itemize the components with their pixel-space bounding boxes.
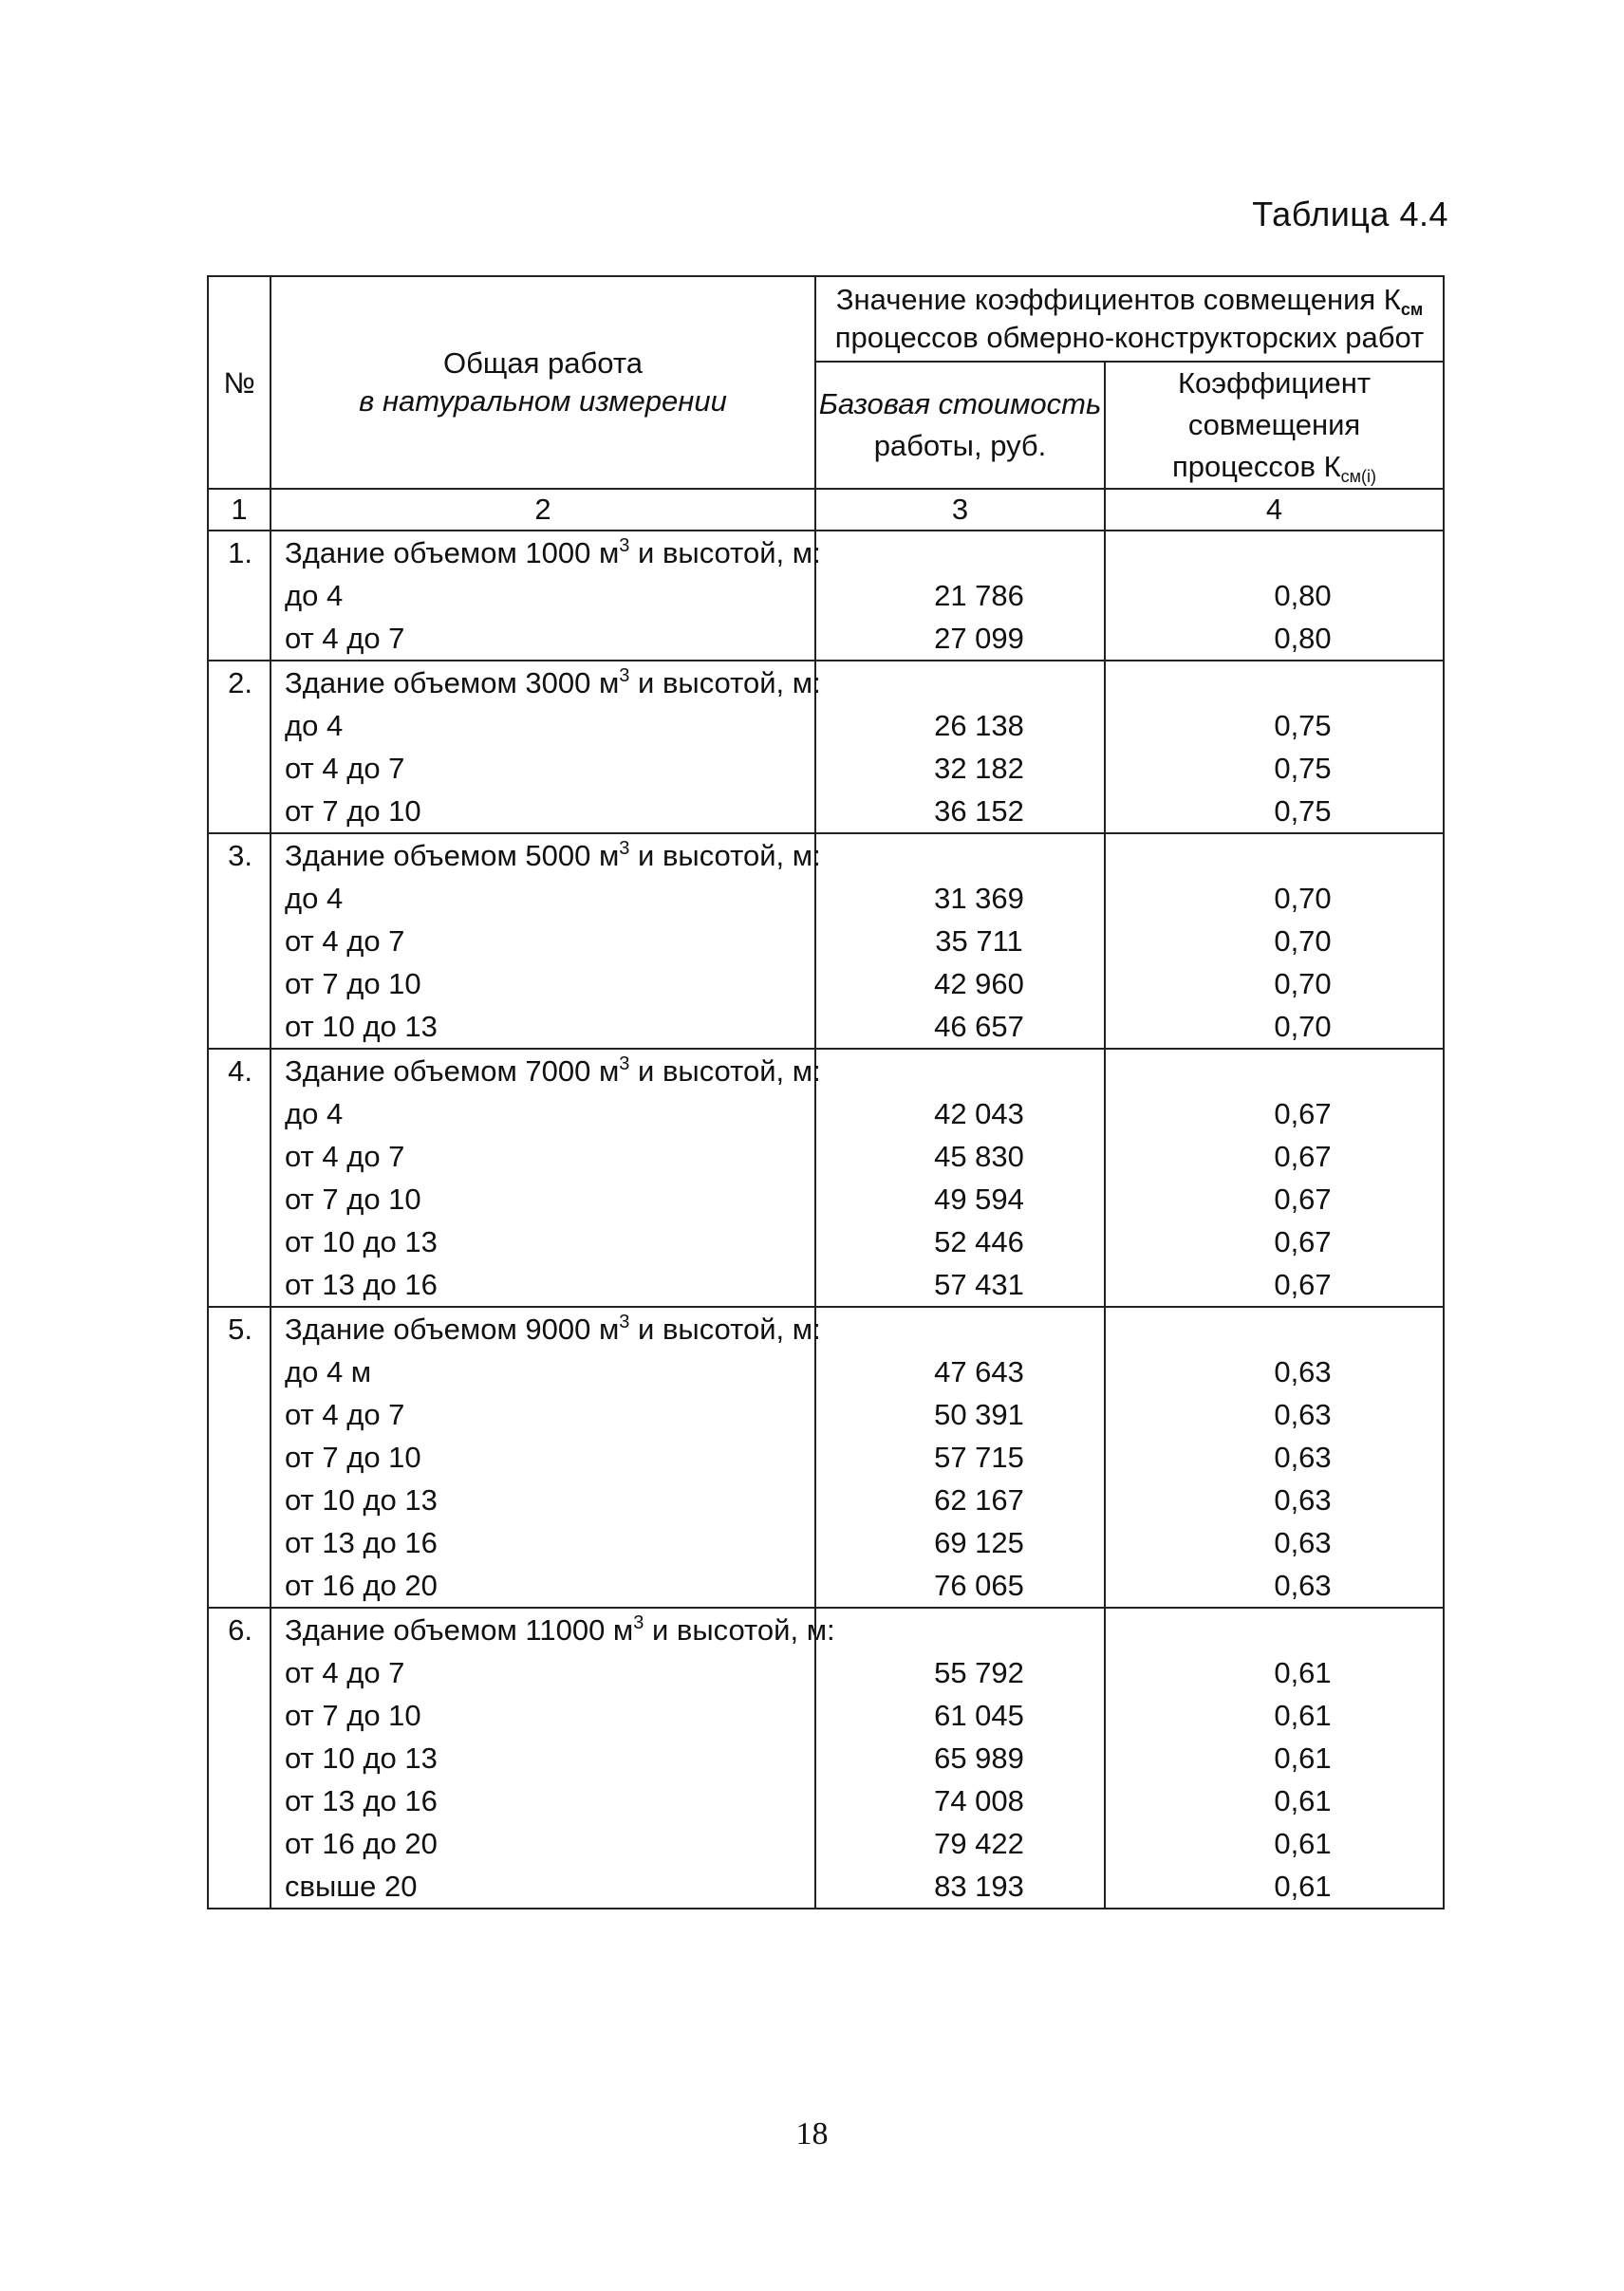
group-title-text: Здание объемом 7000 м	[285, 1054, 620, 1088]
coefficient-value: 0,75	[1274, 752, 1332, 785]
table-row	[208, 1608, 1444, 1909]
group-title-suffix: и высотой, м:	[629, 1313, 821, 1346]
group-title-text: Здание объемом 1000 м	[285, 536, 620, 569]
base-cost-value: 49 594	[934, 1183, 1024, 1216]
group-title	[285, 1308, 821, 1350]
base-cost-value: 42 043	[934, 1097, 1024, 1130]
table-row	[208, 1307, 1444, 1608]
group-number-text: 6.	[228, 1613, 252, 1647]
group-title	[285, 1050, 821, 1092]
group-title	[285, 1609, 835, 1651]
base-cost-value: 65 989	[934, 1742, 1024, 1775]
group-title-suffix: и высотой, м:	[629, 666, 821, 699]
group-number-text: 2.	[228, 666, 252, 699]
group-title-suffix: и высотой, м:	[629, 1054, 821, 1088]
column-numbers-row	[208, 489, 1444, 531]
base-cost-value: 42 960	[934, 967, 1024, 1000]
coefficient-value: 0,67	[1274, 1140, 1332, 1173]
base-cost-value: 55 792	[934, 1656, 1024, 1689]
column-number-3: 3	[815, 489, 1105, 531]
header-coefficient-text: процессов К	[1171, 450, 1341, 483]
group-title-text: Здание объемом 3000 м	[285, 666, 620, 699]
group-coefficients	[1105, 531, 1444, 661]
group-title-sup: 3	[619, 1053, 630, 1074]
coefficient-value: 0,67	[1274, 1268, 1332, 1301]
group-title	[285, 531, 821, 574]
base-cost-value: 74 008	[934, 1784, 1024, 1817]
base-cost-value: 76 065	[934, 1569, 1024, 1602]
base-cost-value: 62 167	[934, 1483, 1024, 1517]
coefficient-value: 0,80	[1274, 579, 1332, 612]
header-coefficient-line2: совмещения	[1187, 408, 1361, 441]
table-row	[208, 661, 1444, 833]
group-description	[271, 833, 821, 1049]
group-number	[208, 1049, 271, 1307]
group-costs	[815, 661, 1105, 833]
table-header	[208, 276, 1444, 531]
group-costs	[815, 833, 1105, 1049]
group-description	[271, 1307, 821, 1608]
group-title-sup: 3	[619, 1312, 630, 1332]
blank-line	[1163, 661, 1443, 704]
blank-line	[854, 661, 1104, 704]
coefficient-value: 0,61	[1274, 1699, 1332, 1732]
base-cost-value: 57 715	[934, 1441, 1024, 1474]
group-number	[208, 661, 271, 833]
coefficient-value: 0,70	[1274, 1010, 1332, 1043]
header-group	[815, 276, 1444, 362]
coefficient-value: 0,61	[1274, 1827, 1332, 1860]
group-title-suffix: и высотой, м:	[644, 1613, 835, 1647]
blank-line	[854, 1308, 1104, 1350]
height-range-label: от 7 до 10	[285, 1441, 421, 1474]
base-cost-value: 31 369	[934, 882, 1024, 915]
group-coefficients	[1105, 1307, 1444, 1608]
header-coefficient-line1: Коэффициент	[1177, 366, 1372, 400]
height-range-label: до 4	[285, 709, 344, 742]
height-range-label: от 10 до 13	[285, 1225, 438, 1258]
blank-line	[1163, 1308, 1443, 1350]
group-coefficients	[1105, 1049, 1444, 1307]
coefficient-value: 0,63	[1274, 1483, 1332, 1517]
blank-line	[1163, 1609, 1443, 1651]
coefficient-value: 0,67	[1274, 1225, 1332, 1258]
group-number	[208, 833, 271, 1049]
group-number-text: 3.	[228, 839, 252, 872]
base-cost-value: 35 711	[935, 924, 1023, 958]
group-title-sup: 3	[633, 1612, 644, 1633]
base-cost-value: 83 193	[934, 1870, 1024, 1903]
group-costs	[815, 1307, 1105, 1608]
group-title-suffix: и высотой, м:	[629, 839, 821, 872]
group-title	[285, 834, 821, 877]
blank-line	[1163, 1050, 1443, 1092]
height-range-label: от 4 до 7	[285, 1398, 405, 1431]
base-cost-value: 52 446	[934, 1225, 1024, 1258]
coefficient-value: 0,61	[1274, 1870, 1332, 1903]
table-row	[208, 833, 1444, 1049]
blank-line	[854, 531, 1104, 574]
header-group-line2: процессов обмерно-конструкторских работ	[834, 321, 1425, 354]
group-number-text: 1.	[228, 536, 252, 569]
table-row	[208, 531, 1444, 661]
group-title-sup: 3	[619, 665, 630, 686]
base-cost-value: 47 643	[934, 1355, 1024, 1388]
column-number-1: 1	[208, 489, 271, 531]
height-range-label: от 13 до 16	[285, 1268, 438, 1301]
base-cost-value: 45 830	[934, 1140, 1024, 1173]
blank-line	[854, 1609, 1104, 1651]
coefficient-value: 0,63	[1274, 1569, 1332, 1602]
coefficient-value: 0,75	[1274, 794, 1332, 828]
base-cost-value: 32 182	[934, 752, 1024, 785]
group-title-text: Здание объемом 5000 м	[285, 839, 620, 872]
header-coefficient-sub: см(i)	[1340, 467, 1377, 486]
base-cost-value: 46 657	[934, 1010, 1024, 1043]
group-number-text: 4.	[228, 1054, 252, 1088]
height-range-label: от 4 до 7	[285, 1656, 405, 1689]
group-coefficients	[1105, 661, 1444, 833]
coefficient-value: 0,61	[1274, 1784, 1332, 1817]
header-group-sub: см	[1400, 300, 1424, 319]
base-cost-value: 26 138	[934, 709, 1024, 742]
group-title-sup: 3	[619, 535, 630, 556]
group-coefficients	[1105, 1608, 1444, 1909]
height-range-label: от 13 до 16	[285, 1526, 438, 1559]
base-cost-value: 27 099	[934, 622, 1024, 655]
height-range-label: от 4 до 7	[285, 1140, 405, 1173]
height-range-label: от 10 до 13	[285, 1742, 438, 1775]
group-description	[271, 661, 821, 833]
column-number-2: 2	[271, 489, 815, 531]
table-row	[208, 1049, 1444, 1307]
group-number	[208, 1608, 271, 1909]
header-base-cost-line2: работы, руб.	[873, 429, 1047, 462]
base-cost-value: 79 422	[934, 1827, 1024, 1860]
page-number: 18	[795, 2116, 829, 2151]
group-description	[271, 531, 821, 661]
coefficient-value: 0,75	[1274, 709, 1332, 742]
base-cost-value: 21 786	[934, 579, 1024, 612]
group-title-suffix: и высотой, м:	[629, 536, 821, 569]
coefficient-value: 0,63	[1274, 1526, 1332, 1559]
height-range-label: от 4 до 7	[285, 752, 405, 785]
group-title-text: Здание объемом 9000 м	[285, 1313, 620, 1346]
height-range-label: от 10 до 13	[285, 1010, 438, 1043]
height-range-label: от 7 до 10	[285, 967, 421, 1000]
height-range-label: свыше 20	[285, 1870, 418, 1903]
group-number	[208, 1307, 271, 1608]
coefficient-value: 0,70	[1274, 882, 1332, 915]
table-title: Таблица 4.4	[1252, 195, 1448, 233]
coefficient-value: 0,80	[1274, 622, 1332, 655]
height-range-label: до 4	[285, 1097, 344, 1130]
header-group-line1	[820, 281, 1439, 319]
base-cost-value: 36 152	[934, 794, 1024, 828]
height-range-label: от 4 до 7	[285, 622, 405, 655]
header-coefficient	[1105, 362, 1444, 489]
header-work-line1: Общая работа	[443, 346, 643, 380]
group-coefficients	[1105, 833, 1444, 1049]
base-cost-value: 69 125	[934, 1526, 1024, 1559]
height-range-label: от 4 до 7	[285, 924, 405, 958]
group-number	[208, 531, 271, 661]
coefficient-value: 0,63	[1274, 1355, 1332, 1388]
blank-line	[854, 834, 1104, 877]
height-range-label: от 10 до 13	[285, 1483, 438, 1517]
header-group-text: Значение коэффициентов совмещения К	[835, 283, 1401, 316]
base-cost-value: 61 045	[934, 1699, 1024, 1732]
height-range-label: от 7 до 10	[285, 1699, 421, 1732]
base-cost-value: 50 391	[934, 1398, 1024, 1431]
group-title-sup: 3	[619, 838, 630, 859]
group-costs	[815, 1608, 1105, 1909]
coefficient-value: 0,63	[1274, 1398, 1332, 1431]
base-cost-value: 57 431	[934, 1268, 1024, 1301]
header-coefficient-line3	[1106, 446, 1443, 488]
group-costs	[815, 1049, 1105, 1307]
header-base-cost-line1: Базовая стоимость	[818, 387, 1102, 420]
blank-line	[1163, 531, 1443, 574]
coefficient-value: 0,67	[1274, 1097, 1332, 1130]
column-number-4: 4	[1105, 489, 1444, 531]
height-range-label: до 4	[285, 882, 344, 915]
coefficient-value: 0,70	[1274, 967, 1332, 1000]
blank-line	[1163, 834, 1443, 877]
coefficient-value: 0,61	[1274, 1742, 1332, 1775]
coefficients-table	[207, 275, 1445, 1909]
table-body	[208, 531, 1444, 1909]
group-costs	[815, 531, 1105, 661]
group-description	[271, 1608, 835, 1909]
height-range-label: от 16 до 20	[285, 1827, 438, 1860]
group-title	[285, 661, 821, 704]
group-number-text: 5.	[228, 1313, 252, 1346]
blank-line	[854, 1050, 1104, 1092]
height-range-label: от 16 до 20	[285, 1569, 438, 1602]
height-range-label: от 7 до 10	[285, 1183, 421, 1216]
header-number: №	[208, 276, 271, 489]
coefficient-value: 0,61	[1274, 1656, 1332, 1689]
height-range-label: от 13 до 16	[285, 1784, 438, 1817]
height-range-label: до 4	[285, 579, 344, 612]
group-description	[271, 1049, 821, 1307]
group-title-text: Здание объемом 11000 м	[285, 1613, 634, 1647]
header-work-line2: в натуральном измерении	[359, 384, 727, 418]
height-range-label: от 7 до 10	[285, 794, 421, 828]
header-base-cost	[815, 362, 1105, 489]
coefficient-value: 0,63	[1274, 1441, 1332, 1474]
header-work	[271, 276, 815, 489]
coefficient-value: 0,67	[1274, 1183, 1332, 1216]
height-range-label: до 4 м	[285, 1355, 372, 1388]
coefficient-value: 0,70	[1274, 924, 1332, 958]
